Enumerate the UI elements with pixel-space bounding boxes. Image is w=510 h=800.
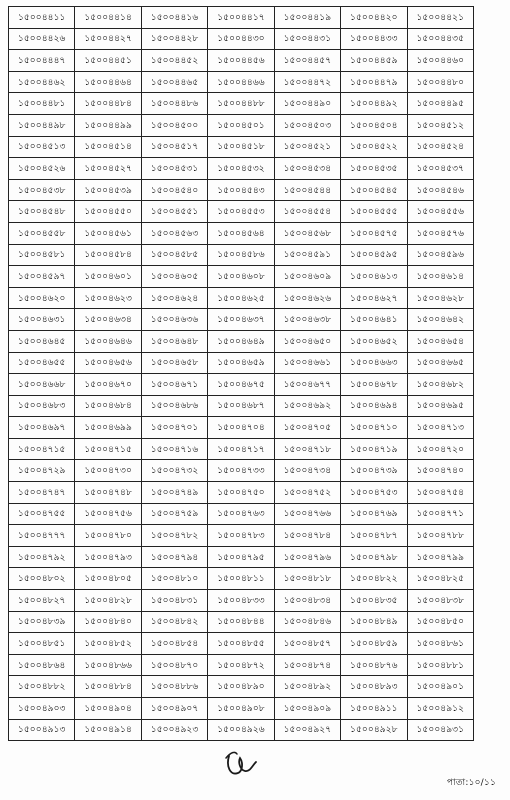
roll-number-cell: ১৫০০৪৭৩৪ bbox=[274, 460, 340, 482]
roll-number-cell: ১৫০০৪৪৯৯ bbox=[75, 114, 141, 136]
roll-number-cell: ১৫০০৪৭৯৪ bbox=[141, 546, 207, 568]
roll-number-cell: ১৫০০৪৬৪২ bbox=[407, 309, 473, 331]
roll-number-cell: ১৫০০৪৫৪৪ bbox=[274, 179, 340, 201]
roll-number-cell: ১৫০০৪৫২১ bbox=[274, 136, 340, 158]
roll-number-cell: ১৫০০৪৬৯৭ bbox=[9, 417, 75, 439]
table-row bbox=[9, 136, 474, 158]
roll-number-cell: ১৫০০৪৪৫৬ bbox=[208, 50, 274, 72]
roll-number-cell: ১৫০০৪৪৯০ bbox=[274, 93, 340, 115]
roll-number-cell: ১৫০০৪৫৯৫ bbox=[341, 244, 407, 266]
roll-number-cell: ১৫০০৪৬২৩ bbox=[75, 287, 141, 309]
roll-number-cell: ১৫০০৪৯২৬ bbox=[208, 719, 274, 741]
roll-number-cell: ১৫০০৪৫২২ bbox=[341, 136, 407, 158]
table-row bbox=[9, 503, 474, 525]
roll-number-cell: ১৫০০৪৮২২ bbox=[341, 568, 407, 590]
roll-number-cell: ১৫০০৪৫৪৩ bbox=[208, 179, 274, 201]
roll-number-cell: ১৫০০৪৫৯৬ bbox=[407, 244, 473, 266]
roll-number-cell: ১৫০০৪৫৯১ bbox=[274, 244, 340, 266]
roll-number-cell: ১৫০০৪৭৮৪ bbox=[274, 525, 340, 547]
roll-number-cell: ১৫০০৪৫২৬ bbox=[9, 158, 75, 180]
roll-number-cell: ১৫০০৪৬২৫ bbox=[208, 287, 274, 309]
roll-number-cell: ১৫০০৪৪৮৬ bbox=[141, 93, 207, 115]
roll-number-cell: ১৫০০৪৭৬৬ bbox=[274, 503, 340, 525]
roll-number-cell: ১৫০০৪৭৮৩ bbox=[208, 525, 274, 547]
roll-number-cell: ১৫০০৪৭৯৬ bbox=[274, 546, 340, 568]
table-row bbox=[9, 395, 474, 417]
roll-number-cell: ১৫০০৪৬৯৯ bbox=[75, 417, 141, 439]
roll-number-cell: ১৫০০৪৬৫০ bbox=[274, 330, 340, 352]
roll-number-cell: ১৫০০৪৬৩১ bbox=[9, 309, 75, 331]
roll-number-cell: ১৫০০৪৮৯০ bbox=[208, 676, 274, 698]
roll-number-cell: ১৫০০৪৮৪৬ bbox=[274, 611, 340, 633]
roll-number-cell: ১৫০০৪৬৮৬ bbox=[141, 395, 207, 417]
roll-number-cell: ১৫০০৪৯০১ bbox=[407, 676, 473, 698]
roll-number-cell: ১৫০০৪৫১৮ bbox=[208, 136, 274, 158]
roll-number-cell: ১৫০০৪৯২৮ bbox=[341, 719, 407, 741]
roll-number-cell: ১৫০০৪৭৪০ bbox=[407, 460, 473, 482]
roll-number-cell: ১৫০০৪৪৩০ bbox=[208, 28, 274, 50]
roll-number-cell: ১৫০০৪৬৮২ bbox=[407, 374, 473, 396]
table-row bbox=[9, 590, 474, 612]
table-row bbox=[9, 330, 474, 352]
roll-number-cell: ১৫০০৪৯১৩ bbox=[9, 719, 75, 741]
roll-number-cell: ১৫০০৪৪২১ bbox=[407, 7, 473, 29]
roll-number-cell: ১৫০০৪৬২৬ bbox=[274, 287, 340, 309]
roll-number-cell: ১৫০০৪৭৫২ bbox=[274, 482, 340, 504]
roll-number-cell: ১৫০০৪৪৪৭ bbox=[9, 50, 75, 72]
roll-number-cell: ১৫০০৪৭৬৩ bbox=[208, 503, 274, 525]
roll-number-cell: ১৫০০৪৫৮৪ bbox=[75, 244, 141, 266]
roll-number-cell: ১৫০০৪৮৫১ bbox=[9, 633, 75, 655]
roll-number-cell: ১৫০০৪৬৪৫ bbox=[9, 330, 75, 352]
roll-number-cell: ১৫০০৪৬৮৪ bbox=[75, 395, 141, 417]
roll-number-cell: ১৫০০৪৮৪০ bbox=[75, 611, 141, 633]
roll-number-cell: ১৫০০৪৫৮৬ bbox=[208, 244, 274, 266]
roll-number-cell: ১৫০০৪৭১৯ bbox=[341, 438, 407, 460]
roll-number-cell: ১৫০০৪৬৬৩ bbox=[341, 352, 407, 374]
roll-number-cell: ১৫০০৪৯১১ bbox=[341, 698, 407, 720]
roll-number-cell: ১৫০০৪৫১৭ bbox=[141, 136, 207, 158]
roll-number-cell: ১৫০০৪৫০৪ bbox=[341, 114, 407, 136]
table-row bbox=[9, 352, 474, 374]
roll-number-cell: ১৫০০৪৬৮৩ bbox=[9, 395, 75, 417]
roll-number-cell: ১৫০০৪৪২৮ bbox=[141, 28, 207, 50]
roll-number-cell: ১৫০০৪৬৫৬ bbox=[75, 352, 141, 374]
roll-number-cell: ১৫০০৪৬০৯ bbox=[274, 266, 340, 288]
roll-number-cell: ১৫০০৪৭১৫ bbox=[75, 438, 141, 460]
table-row bbox=[9, 438, 474, 460]
roll-number-cell: ১৫০০৪৮৭৬ bbox=[341, 654, 407, 676]
table-row bbox=[9, 546, 474, 568]
roll-number-cell: ১৫০০৪৮৬১ bbox=[407, 633, 473, 655]
roll-number-cell: ১৫০০৪৯২৭ bbox=[274, 719, 340, 741]
roll-number-cell: ১৫০০৪৪১১ bbox=[9, 7, 75, 29]
roll-number-cell: ১৫০০৪৭৫৩ bbox=[341, 482, 407, 504]
roll-number-cell: ১৫০০৪৫৫৩ bbox=[208, 201, 274, 223]
roll-number-cell: ১৫০০৪৯০৯ bbox=[274, 698, 340, 720]
table-row bbox=[9, 28, 474, 50]
roll-number-cell: ১৫০০৪৮৫২ bbox=[75, 633, 141, 655]
roll-number-cell: ১৫০০৪৫০০ bbox=[141, 114, 207, 136]
roll-number-cell: ১৫০০৪৬৯৪ bbox=[341, 395, 407, 417]
roll-number-cell: ১৫০০৪৪২৭ bbox=[75, 28, 141, 50]
roll-number-cell: ১৫০০৪৬৪৯ bbox=[208, 330, 274, 352]
roll-number-cell: ১৫০০৪৪৩৩ bbox=[341, 28, 407, 50]
roll-number-cell: ১৫০০৪৫৬৪ bbox=[208, 222, 274, 244]
roll-number-cell: ১৫০০৪৭৫৪ bbox=[407, 482, 473, 504]
roll-number-cell: ১৫০০৪৪৬৬ bbox=[208, 71, 274, 93]
roll-number-cell: ১৫০০৪৬২৪ bbox=[141, 287, 207, 309]
roll-number-cell: ১৫০০৪৬৫২ bbox=[341, 330, 407, 352]
roll-number-cell: ১৫০০৪৮৯৩ bbox=[341, 676, 407, 698]
roll-number-cell: ১৫০০৪৭৪৮ bbox=[75, 482, 141, 504]
roll-number-cell: ১৫০০৪৬৮৭ bbox=[208, 395, 274, 417]
roll-number-cell: ১৫০০৪৬৩৭ bbox=[208, 309, 274, 331]
table-row bbox=[9, 525, 474, 547]
roll-number-cell: ১৫০০৪৮৭৪ bbox=[274, 654, 340, 676]
roll-number-cell: ১৫০০৪৭৩২ bbox=[141, 460, 207, 482]
roll-number-cell: ১৫০০৪৮৮১ bbox=[407, 654, 473, 676]
roll-number-cell: ১৫০০৪৫০৩ bbox=[274, 114, 340, 136]
table-row bbox=[9, 201, 474, 223]
roll-number-cell: ১৫০০৪৪৫৯ bbox=[341, 50, 407, 72]
roll-number-cell: ১৫০০৪৫২৪ bbox=[407, 136, 473, 158]
roll-number-cell: ১৫০০৪৮১০ bbox=[141, 568, 207, 590]
roll-number-cell: ১৫০০৪৯৩১ bbox=[407, 719, 473, 741]
roll-number-cell: ১৫০০৪৮৫০ bbox=[407, 611, 473, 633]
roll-number-cell: ১৫০০৪৫৫১ bbox=[141, 201, 207, 223]
roll-number-cell: ১৫০০৪৫৪৫ bbox=[341, 179, 407, 201]
table-row bbox=[9, 568, 474, 590]
roll-number-cell: ১৫০০৪৮৩১ bbox=[141, 590, 207, 612]
table-row bbox=[9, 417, 474, 439]
roll-number-cell: ১৫০০৪৫৪৬ bbox=[407, 179, 473, 201]
roll-number-cell: ১৫০০৪৫৩২ bbox=[208, 158, 274, 180]
roll-number-cell: ১৫০০৪৫৪০ bbox=[141, 179, 207, 201]
roll-number-cell: ১৫০০৪৭১৩ bbox=[407, 417, 473, 439]
roll-number-cell: ১৫০০৪৭৯৮ bbox=[341, 546, 407, 568]
roll-number-cell: ১৫০০৪৪১৪ bbox=[75, 7, 141, 29]
roll-number-cell: ১৫০০৪৯২৩ bbox=[141, 719, 207, 741]
table-row bbox=[9, 611, 474, 633]
roll-number-cell: ১৫০০৪৮৮২ bbox=[9, 676, 75, 698]
roll-number-cell: ১৫০০৪৭১৫ bbox=[9, 438, 75, 460]
table-row bbox=[9, 287, 474, 309]
roll-number-cell: ১৫০০৪৫৩৭ bbox=[407, 158, 473, 180]
roll-number-cell: ১৫০০৪৪৮৪ bbox=[75, 93, 141, 115]
roll-number-cell: ১৫০০৪৭৬৯ bbox=[341, 503, 407, 525]
table-row bbox=[9, 374, 474, 396]
roll-number-cell: ১৫০০৪৭১০ bbox=[341, 417, 407, 439]
roll-number-cell: ১৫০০৪৮৫৪ bbox=[141, 633, 207, 655]
roll-number-cell: ১৫০০৪৫৫৬ bbox=[407, 201, 473, 223]
roll-number-cell: ১৫০০৪৬৭০ bbox=[75, 374, 141, 396]
roll-number-cell: ১৫০০৪৭৩০ bbox=[75, 460, 141, 482]
roll-number-cell: ১৫০০৪৪৬০ bbox=[407, 50, 473, 72]
roll-number-cell: ১৫০০৪৫৩১ bbox=[141, 158, 207, 180]
roll-number-cell: ১৫০০৪৪৫৭ bbox=[274, 50, 340, 72]
roll-number-cell: ১৫০০৪৮১১ bbox=[208, 568, 274, 590]
roll-number-cell: ১৫০০৪৬৬৮ bbox=[9, 374, 75, 396]
roll-number-cell: ১৫০০৪৭০৫ bbox=[274, 417, 340, 439]
roll-number-cell: ১৫০০৪৭৯৩ bbox=[75, 546, 141, 568]
roll-number-cell: ১৫০০৪৮২৫ bbox=[407, 568, 473, 590]
roll-number-cell: ১৫০০৪৮৪৪ bbox=[208, 611, 274, 633]
roll-number-cell: ১৫০০৪৭৪৯ bbox=[141, 482, 207, 504]
roll-number-cell: ১৫০০৪৮৪৯ bbox=[341, 611, 407, 633]
table-row bbox=[9, 244, 474, 266]
roll-number-cell: ১৫০০৪৪২৬ bbox=[9, 28, 75, 50]
roll-number-cell: ১৫০০৪৫৮১ bbox=[9, 244, 75, 266]
roll-number-cell: ১৫০০৪৬৫৮ bbox=[141, 352, 207, 374]
roll-number-cell: ১৫০০৪৪৬২ bbox=[9, 71, 75, 93]
table-row bbox=[9, 266, 474, 288]
roll-number-cell: ১৫০০৪৪১৯ bbox=[274, 7, 340, 29]
roll-number-cell: ১৫০০৪৭০১ bbox=[141, 417, 207, 439]
roll-number-cell: ১৫০০৪৮৮৪ bbox=[75, 676, 141, 698]
roll-number-cell: ১৫০০৪৬১৩ bbox=[341, 266, 407, 288]
roll-number-cell: ১৫০০৪৪৮১ bbox=[9, 93, 75, 115]
roll-number-cell: ১৫০০৪৫৩৪ bbox=[274, 158, 340, 180]
roll-number-cell: ১৫০০৪৬০১ bbox=[75, 266, 141, 288]
roll-number-cell: ১৫০০৪৪৫২ bbox=[141, 50, 207, 72]
roll-number-cell: ১৫০০৪৮৩৩ bbox=[208, 590, 274, 612]
roll-number-cell: ১৫০০৪৭৫৫ bbox=[9, 503, 75, 525]
roll-number-cell: ১৫০০৪৪৮০ bbox=[407, 71, 473, 93]
roll-number-cell: ১৫০০৪৬০৮ bbox=[208, 266, 274, 288]
roll-number-cell: ১৫০০৪৮৮৬ bbox=[141, 676, 207, 698]
roll-number-cell: ১৫০০৪৪১৬ bbox=[141, 7, 207, 29]
roll-number-cell: ১৫০০৪৫৫৪ bbox=[274, 201, 340, 223]
roll-number-cell: ১৫০০৪৫০১ bbox=[208, 114, 274, 136]
roll-number-cell: ১৫০০৪৮৩৫ bbox=[341, 590, 407, 612]
roll-number-cell: ১৫০০৪৭৩৯ bbox=[341, 460, 407, 482]
roll-number-cell: ১৫০০৪৭৮৮ bbox=[407, 525, 473, 547]
roll-number-cell: ১৫০০৪৪৬৫ bbox=[141, 71, 207, 93]
roll-number-cell: ১৫০০৪৫৯৭ bbox=[9, 266, 75, 288]
roll-number-cell: ১৫০০৪৮৫৫ bbox=[208, 633, 274, 655]
table-row bbox=[9, 676, 474, 698]
roll-number-cell: ১৫০০৪৮৩৯ bbox=[9, 611, 75, 633]
roll-number-cell: ১৫০০৪৮৭২ bbox=[208, 654, 274, 676]
roll-number-cell: ১৫০০৪৫৩৮ bbox=[9, 179, 75, 201]
roll-number-cell: ১৫০০৪৭২৯ bbox=[9, 460, 75, 482]
roll-number-cell: ১৫০০৪৫১৪ bbox=[75, 136, 141, 158]
roll-number-cell: ১৫০০৪৮৭০ bbox=[141, 654, 207, 676]
roll-number-cell: ১৫০০৪৬২৮ bbox=[407, 287, 473, 309]
roll-number-cell: ১৫০০৪৬৭৮ bbox=[341, 374, 407, 396]
roll-number-cell: ১৫০০৪৭১৬ bbox=[141, 438, 207, 460]
roll-number-cell: ১৫০০৪৯০৩ bbox=[9, 698, 75, 720]
roll-number-cell: ১৫০০৪৯১৪ bbox=[75, 719, 141, 741]
roll-number-cell: ১৫০০৪৮২৮ bbox=[75, 590, 141, 612]
roll-number-cell: ১৫০০৪৪৩১ bbox=[274, 28, 340, 50]
roll-number-cell: ১৫০০৪৭৯৯ bbox=[407, 546, 473, 568]
table-row bbox=[9, 482, 474, 504]
roll-number-cell: ১৫০০৪৮৬৬ bbox=[75, 654, 141, 676]
roll-number-cell: ১৫০০৪৮৫৭ bbox=[274, 633, 340, 655]
roll-number-cell: ১৫০০৪৬৯২ bbox=[274, 395, 340, 417]
signature-icon bbox=[223, 746, 263, 780]
roll-number-cell: ১৫০০৪৯০৭ bbox=[141, 698, 207, 720]
roll-number-cell: ১৫০০৪৫৮৫ bbox=[141, 244, 207, 266]
roll-number-cell: ১৫০০৪৪৭২ bbox=[274, 71, 340, 93]
roll-number-cell: ১৫০০৪৮৬৪ bbox=[9, 654, 75, 676]
roll-number-cell: ১৫০০৪৭৯৫ bbox=[208, 546, 274, 568]
table-row bbox=[9, 460, 474, 482]
roll-number-cell: ১৫০০৪৬২৭ bbox=[341, 287, 407, 309]
roll-number-cell: ১৫০০৪৯০৪ bbox=[75, 698, 141, 720]
roll-number-cell: ১৫০০৪৬৫৪ bbox=[407, 330, 473, 352]
roll-number-cell: ১৫০০৪৪৯২ bbox=[341, 93, 407, 115]
roll-number-cell: ১৫০০৪৮১৮ bbox=[274, 568, 340, 590]
table-row bbox=[9, 71, 474, 93]
roll-number-cell: ১৫০০৪৬৬৫ bbox=[407, 352, 473, 374]
roll-number-cell: ১৫০০৪৬৭৫ bbox=[208, 374, 274, 396]
roll-number-cell: ১৫০০৪৭৭৭ bbox=[9, 525, 75, 547]
roll-number-cell: ১৫০০৪৮৪২ bbox=[141, 611, 207, 633]
roll-number-cell: ১৫০০৪৪৯৮ bbox=[9, 114, 75, 136]
roll-number-cell: ১৫০০৪৬৩৮ bbox=[274, 309, 340, 331]
roll-number-cell: ১৫০০৪৯১২ bbox=[407, 698, 473, 720]
roll-number-cell: ১৫০০৪৫৭৫ bbox=[341, 222, 407, 244]
roll-number-cell: ১৫০০৪৬৯৫ bbox=[407, 395, 473, 417]
roll-number-cell: ১৫০০৪৮৩৮ bbox=[407, 590, 473, 612]
roll-number-cell: ১৫০০৪৫৩৯ bbox=[75, 179, 141, 201]
roll-number-cell: ১৫০০৪৪৬৪ bbox=[75, 71, 141, 93]
roll-number-cell: ১৫০০৪৬৭১ bbox=[141, 374, 207, 396]
roll-number-cell: ১৫০০৪৫১২ bbox=[407, 114, 473, 136]
roll-number-cell: ১৫০০৪৭১৮ bbox=[274, 438, 340, 460]
roll-number-cell: ১৫০০৪৪৩৫ bbox=[407, 28, 473, 50]
table-row bbox=[9, 654, 474, 676]
roll-number-cell: ১৫০০৪৫৬৮ bbox=[274, 222, 340, 244]
roll-number-cell: ১৫০০৪৬৭৭ bbox=[274, 374, 340, 396]
roll-number-cell: ১৫০০৪৪১৭ bbox=[208, 7, 274, 29]
table-row bbox=[9, 698, 474, 720]
roll-number-cell: ১৫০০৪৭৫৬ bbox=[75, 503, 141, 525]
roll-number-cell: ১৫০০৪৫৩৫ bbox=[341, 158, 407, 180]
roll-number-cell: ১৫০০৪৬০৫ bbox=[141, 266, 207, 288]
roll-number-cell: ১৫০০৪৬৪৮ bbox=[141, 330, 207, 352]
table-row bbox=[9, 158, 474, 180]
table-row bbox=[9, 179, 474, 201]
roll-number-cell: ১৫০০৪৬৩৬ bbox=[141, 309, 207, 331]
table-row bbox=[9, 222, 474, 244]
table-row bbox=[9, 633, 474, 655]
roll-number-cell: ১৫০০৪৭৩৩ bbox=[208, 460, 274, 482]
roll-number-cell: ১৫০০৪৭০৪ bbox=[208, 417, 274, 439]
roll-number-table bbox=[8, 6, 474, 741]
roll-number-cell: ১৫০০৪৬৫৯ bbox=[208, 352, 274, 374]
roll-number-cell: ১৫০০৪৭৭১ bbox=[407, 503, 473, 525]
roll-number-cell: ১৫০০৪৫৪৮ bbox=[9, 201, 75, 223]
roll-number-cell: ১৫০০৪৬১৪ bbox=[407, 266, 473, 288]
roll-number-cell: ১৫০০৪৭১৭ bbox=[208, 438, 274, 460]
roll-number-cell: ১৫০০৪৭৪৭ bbox=[9, 482, 75, 504]
roll-number-cell: ১৫০০৪৫২৭ bbox=[75, 158, 141, 180]
roll-number-cell: ১৫০০৪৭৫৯ bbox=[141, 503, 207, 525]
table-row bbox=[9, 93, 474, 115]
roll-number-cell: ১৫০০৪৪৮৮ bbox=[208, 93, 274, 115]
page-number: পাতা:১০/১১ bbox=[446, 778, 496, 788]
roll-number-cell: ১৫০০৪৭৮২ bbox=[141, 525, 207, 547]
roll-number-cell: ১৫০০৪৫৫৮ bbox=[9, 222, 75, 244]
roll-number-cell: ১৫০০৪৮৯২ bbox=[274, 676, 340, 698]
roll-number-cell: ১৫০০৪৮৫৯ bbox=[341, 633, 407, 655]
roll-number-cell: ১৫০০৪৫৫৫ bbox=[341, 201, 407, 223]
roll-number-cell: ১৫০০৪৭৮৭ bbox=[341, 525, 407, 547]
roll-number-cell: ১৫০০৪৭৯২ bbox=[9, 546, 75, 568]
roll-number-cell: ১৫০০৪৮০২ bbox=[9, 568, 75, 590]
table-row bbox=[9, 114, 474, 136]
roll-number-cell: ১৫০০৪৮০৫ bbox=[75, 568, 141, 590]
roll-number-cell: ১৫০০৪৬২০ bbox=[9, 287, 75, 309]
roll-number-cell: ১৫০০৪৭২০ bbox=[407, 438, 473, 460]
table-row bbox=[9, 50, 474, 72]
table-row bbox=[9, 719, 474, 741]
roll-number-cell: ১৫০০৪৪২০ bbox=[341, 7, 407, 29]
roll-number-cell: ১৫০০৪৬৪১ bbox=[341, 309, 407, 331]
roll-number-cell: ১৫০০৪৬৫৫ bbox=[9, 352, 75, 374]
roll-number-cell: ১৫০০৪৮২৭ bbox=[9, 590, 75, 612]
roll-number-table-body bbox=[9, 7, 474, 741]
roll-number-cell: ১৫০০৪৪৭৯ bbox=[341, 71, 407, 93]
roll-number-cell: ১৫০০৪৫৫০ bbox=[75, 201, 141, 223]
roll-number-cell: ১৫০০৪৮৩৪ bbox=[274, 590, 340, 612]
table-row bbox=[9, 7, 474, 29]
roll-number-cell: ১৫০০৪৫৭৬ bbox=[407, 222, 473, 244]
roll-number-cell: ১৫০০৪৫৬১ bbox=[75, 222, 141, 244]
roll-number-cell: ১৫০০৪৭৮০ bbox=[75, 525, 141, 547]
roll-number-cell: ১৫০০৪৪৫১ bbox=[75, 50, 141, 72]
roll-number-cell: ১৫০০৪৬৪৬ bbox=[75, 330, 141, 352]
table-row bbox=[9, 309, 474, 331]
roll-number-cell: ১৫০০৪৯০৮ bbox=[208, 698, 274, 720]
roll-number-cell: ১৫০০৪৬৬১ bbox=[274, 352, 340, 374]
roll-number-cell: ১৫০০৪৭৫০ bbox=[208, 482, 274, 504]
roll-number-cell: ১৫০০৪৫১৩ bbox=[9, 136, 75, 158]
roll-number-cell: ১৫০০৪৫৬৩ bbox=[141, 222, 207, 244]
roll-number-cell: ১৫০০৪৪৯৫ bbox=[407, 93, 473, 115]
roll-number-cell: ১৫০০৪৬৩৪ bbox=[75, 309, 141, 331]
